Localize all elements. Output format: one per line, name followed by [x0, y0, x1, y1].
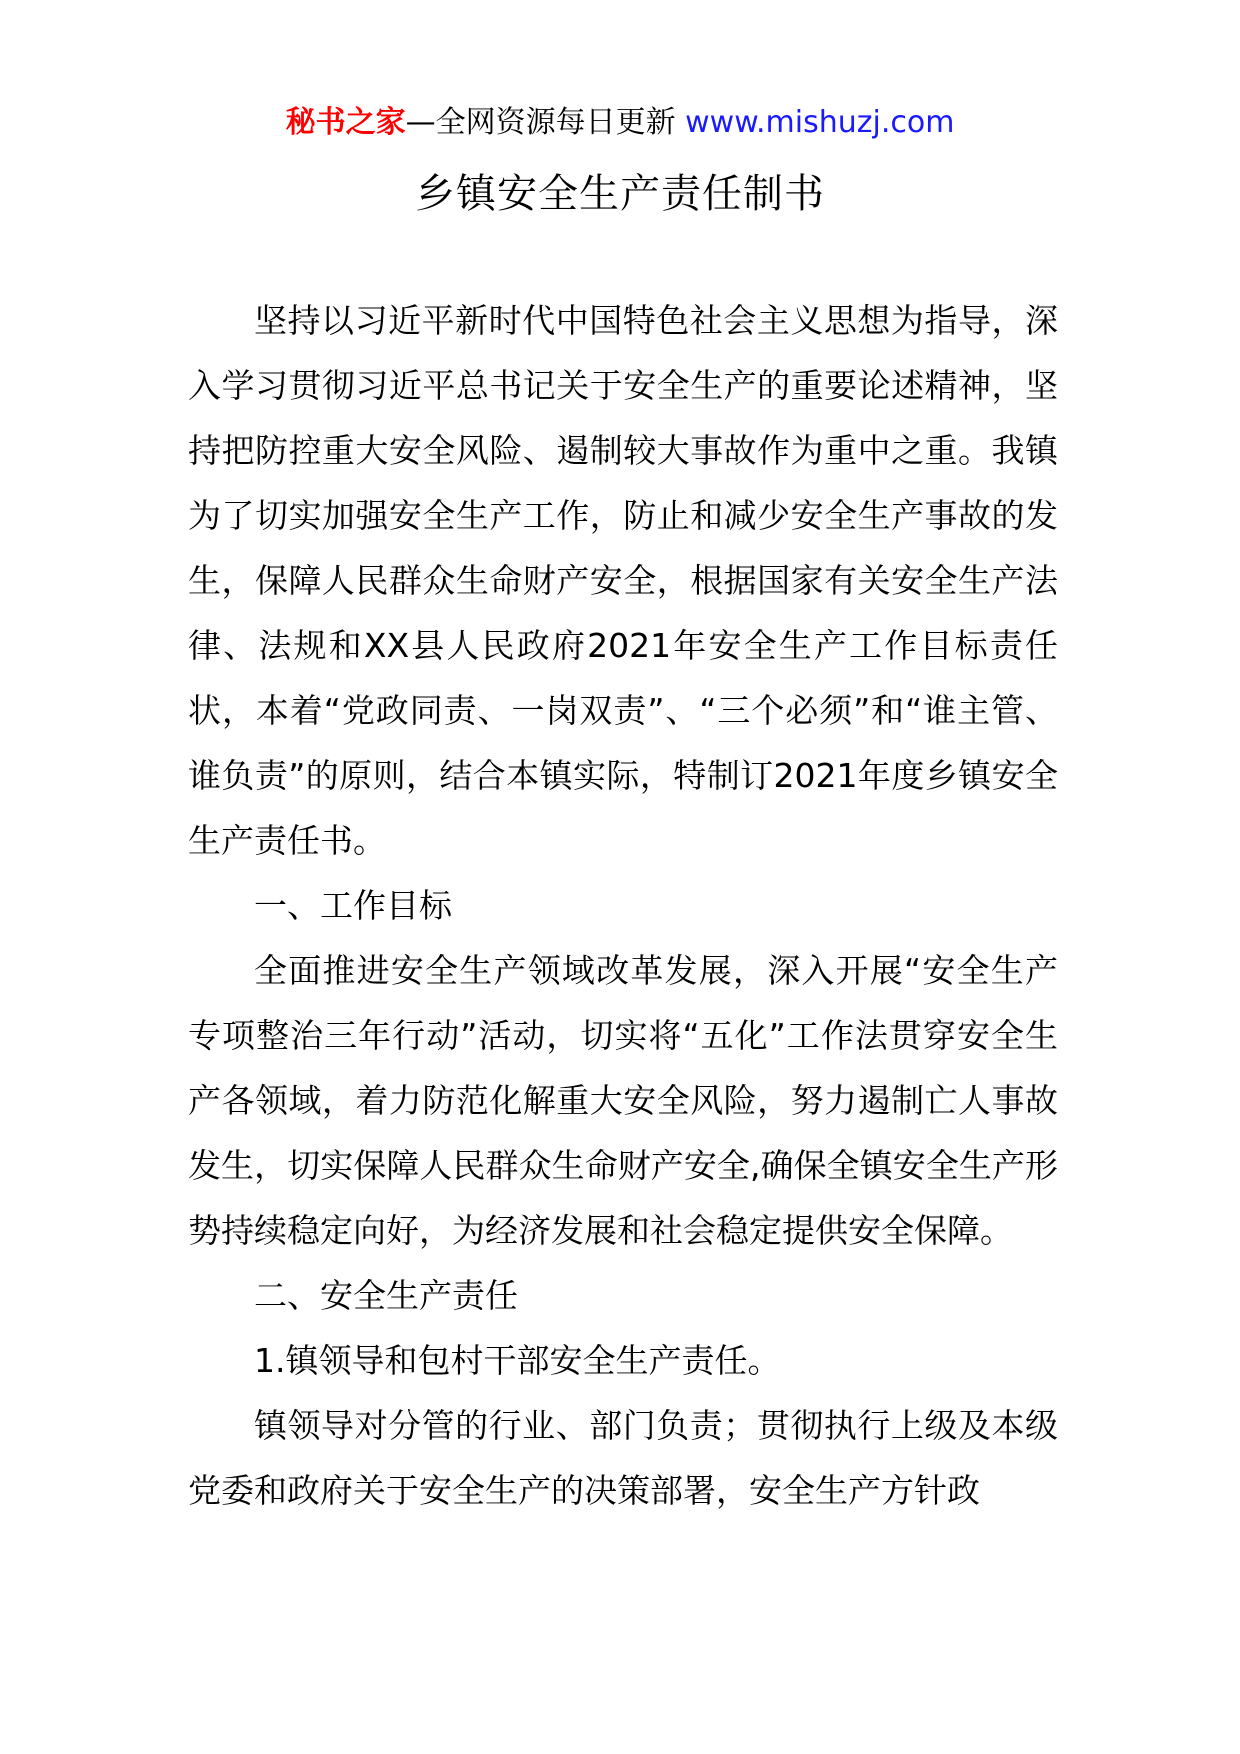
site-brand: 秘书之家	[285, 105, 406, 140]
site-tagline: —全网资源每日更新	[405, 105, 686, 140]
paragraph-intro: 坚持以习近平新时代中国特色社会主义思想为指导，深入学习贯彻习近平总书记关于安全生产的重要论述精神，坚持把防控重大安全风险、遏制较大事故作为重中之重。我镇为了切实加强安全生产工作，防止和减少安全生产事故的发生，保障人民群众生命财产安全，根据国家有关安全生产法律、法规和XX县人民政府2021年安全生产工作目标责任状，本着“党政同责、一岗双责”、“三个必须”和“谁主管、谁负责”的原则，结合本镇实际，特制订2021年度乡镇安全生产责任书。	[188, 301, 1058, 860]
site-header	[0, 100, 1240, 146]
paragraph-work-goals: 全面推进安全生产领域改革发展，深入开展“安全生产专项整治三年行动”活动，切实将“五化”工作法贯穿安全生产各领域，着力防范化解重大安全风险，努力遏制亡人事故发生，切实保障人民群众生命财产安全,确保全镇安全生产形势持续稳定向好，为经济发展和社会稳定提供安全保障。	[188, 951, 1058, 1250]
section-heading-work-goals: 一、工作目标	[254, 886, 452, 925]
document-body	[188, 288, 1058, 1523]
site-url-link[interactable]: www.mishuzj.com	[685, 105, 955, 140]
subsection-heading-leaders: 1.镇领导和包村干部安全生产责任。	[254, 1341, 781, 1380]
section-heading-responsibility: 二、安全生产责任	[254, 1276, 518, 1315]
document-title: 乡镇安全生产责任制书	[415, 171, 825, 217]
paragraph-leaders: 镇领导对分管的行业、部门负责；贯彻执行上级及本级党委和政府关于安全生产的决策部署，安全生产方针政	[188, 1406, 1058, 1510]
